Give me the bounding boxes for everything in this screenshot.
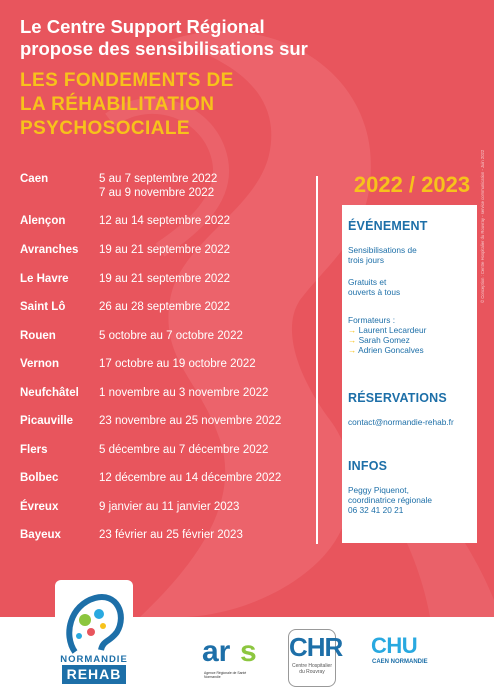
infos-heading: INFOS (348, 459, 388, 473)
intro-line: Le Centre Support Régional (20, 16, 265, 37)
schedule-date: 19 au 21 septembre 2022 (99, 273, 231, 285)
schedule-city: Vernon (20, 358, 59, 370)
trainer-item (348, 345, 424, 355)
year-title: 2022 / 2023 (353, 172, 471, 197)
schedule-city: Picauville (20, 415, 74, 427)
ch-rouvray-line: du Rouvray (299, 669, 325, 675)
schedule-date: 17 octobre au 19 octobre 2022 (99, 358, 256, 370)
ars-logo (200, 631, 270, 671)
schedule-date: 5 décembre au 7 décembre 2022 (99, 444, 269, 456)
schedule-date: 26 au 28 septembre 2022 (99, 301, 231, 313)
schedule-city: Évreux (20, 501, 59, 513)
event-text: Gratuits et (348, 277, 387, 287)
chu-caen-logo (366, 633, 436, 673)
trainer-name: Sarah Gomez (358, 335, 410, 345)
event-heading: ÉVÉNEMENT (348, 219, 428, 233)
info-panel (342, 205, 477, 543)
ch-rouvray-logo (288, 629, 343, 687)
intro-line: propose des sensibilisations sur (20, 38, 308, 59)
headline-line: PSYCHOSOCIALE (20, 118, 190, 139)
schedule-date: 7 au 9 novembre 2022 (99, 187, 215, 199)
event-text: Sensibilisations de (348, 245, 417, 255)
ch-rouvray-mark: CHR (289, 632, 343, 662)
schedule-city: Caen (20, 173, 49, 185)
arrow-right-icon: → (348, 325, 357, 335)
infos-phone: 06 32 41 20 21 (348, 505, 404, 515)
headline-line: LA RÉHABILITATION (20, 94, 215, 115)
schedule-city: Flers (20, 444, 48, 456)
schedule-city: Saint Lô (20, 301, 66, 313)
infos-text: Peggy Piquenot, (348, 485, 409, 495)
vertical-divider (316, 176, 318, 544)
trainer-item (348, 325, 426, 335)
infos-text: coordinatrice régionale (348, 495, 432, 505)
arrow-right-icon: → (348, 345, 357, 355)
chu-subtitle: CAEN NORMANDIE (372, 659, 428, 665)
schedule-date: 23 février au 25 février 2023 (99, 529, 243, 541)
schedule-city: Alençon (20, 215, 66, 227)
reservations-heading: RÉSERVATIONS (348, 391, 447, 405)
ars-subtitle-line: Agence Régionale de Santé (204, 671, 247, 675)
schedule-city: Bolbec (20, 472, 59, 484)
schedule-city: Rouen (20, 330, 56, 342)
schedule-date: 19 au 21 septembre 2022 (99, 244, 231, 256)
schedule-date: 23 novembre au 25 novembre 2022 (99, 415, 282, 427)
schedule-date: 12 au 14 septembre 2022 (99, 215, 231, 227)
ars-subtitle-line: Normandie (204, 675, 221, 679)
event-text: ouverts à tous (348, 287, 401, 297)
schedule-date: 9 janvier au 11 janvier 2023 (99, 501, 240, 513)
schedule-date: 12 décembre au 14 décembre 2022 (99, 472, 282, 484)
contact-email[interactable]: contact@normandie-rehab.fr (348, 417, 454, 427)
trainer-name: Adrien Goncalves (358, 345, 424, 355)
schedule-list (20, 0, 320, 600)
chu-mark: CHU (371, 633, 418, 658)
normandie-rehab-wordmark: NORMANDIE (60, 654, 128, 665)
schedule-date: 1 novembre au 3 novembre 2022 (99, 387, 269, 399)
ch-rouvray-line: Centre Hospitalier (291, 663, 333, 669)
schedule-date: 5 octobre au 7 octobre 2022 (99, 330, 243, 342)
svg-text:ar: ar (202, 635, 231, 668)
ch-rouvray-text (289, 663, 335, 675)
credits-text: © Conception : Centre Hospitalier du Rouvray - service communication - Juin 2022 (480, 149, 485, 303)
headline-line: LES FONDEMENTS DE (20, 70, 234, 91)
normandie-rehab-wordmark: REHAB (62, 665, 126, 684)
schedule-city: Neufchâtel (20, 387, 79, 399)
schedule-city: Bayeux (20, 529, 61, 541)
schedule-date: 5 au 7 septembre 2022 (99, 173, 218, 185)
trainers-label: Formateurs : (348, 315, 396, 325)
ars-subtitle (204, 671, 272, 679)
trainer-item (348, 335, 410, 345)
arrow-right-icon: → (348, 335, 357, 345)
svg-text:s: s (240, 635, 257, 668)
event-text: trois jours (348, 255, 384, 265)
schedule-city: Avranches (20, 244, 79, 256)
trainer-name: Laurent Lecardeur (358, 325, 427, 335)
schedule-city: Le Havre (20, 273, 69, 285)
